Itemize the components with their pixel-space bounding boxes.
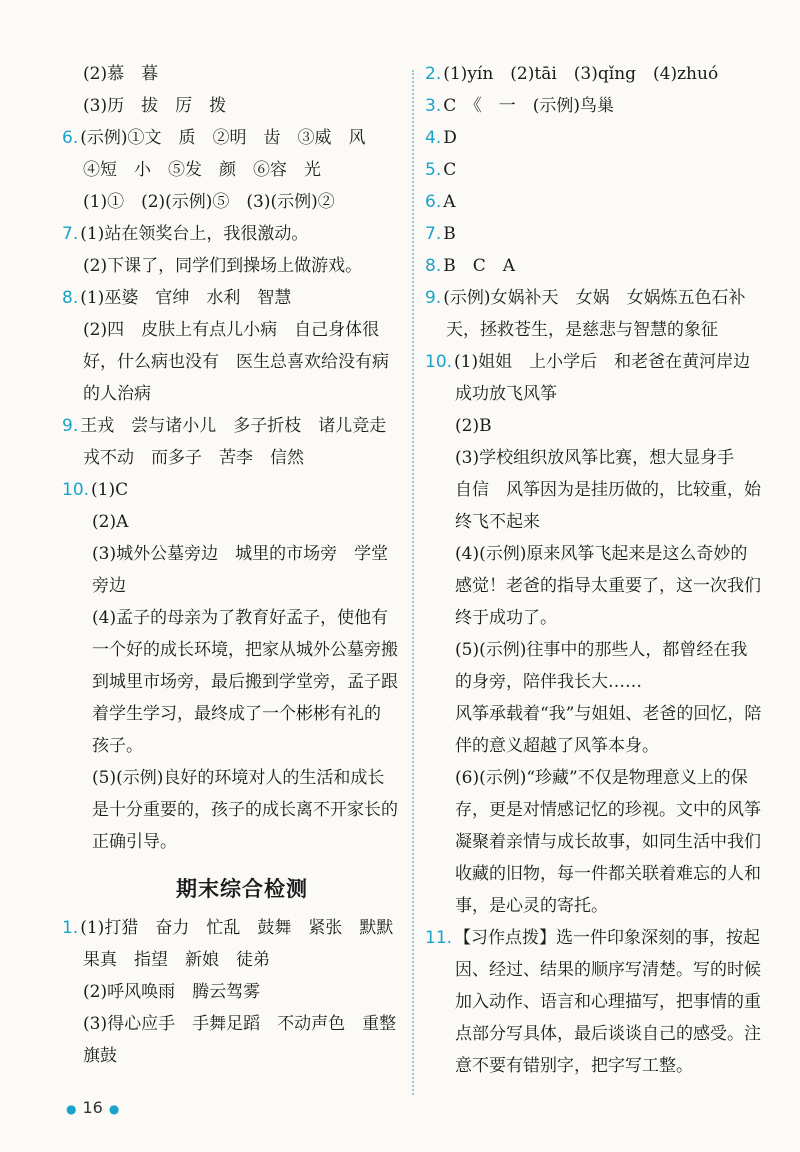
answer-line xyxy=(62,574,402,606)
section-title: 期末综合检测 xyxy=(176,877,308,901)
answer-text: (1)巫婆 官绅 水利 智慧 xyxy=(80,288,292,308)
question-number: 8. xyxy=(425,256,442,276)
answer-text: 好，什么病也没有 医生总喜欢给没有病 xyxy=(83,352,389,372)
answer-text: (1)打猎 奋力 忙乱 鼓舞 紧张 默默 xyxy=(80,918,394,938)
answer-line xyxy=(425,958,770,990)
answer-line xyxy=(62,158,402,190)
answer-line xyxy=(62,980,402,1012)
question-number: 2. xyxy=(425,64,442,84)
answer-item xyxy=(425,222,770,254)
answer-text: 收藏的旧物，每一件都关联着难忘的人和 xyxy=(455,864,761,884)
answer-text: 因、经过、结果的顺序写清楚。写的时候 xyxy=(455,960,761,980)
answer-text: 存，更是对情感记忆的珍视。文中的风筝 xyxy=(455,800,761,820)
question-number: 6. xyxy=(62,128,79,148)
answer-line xyxy=(62,382,402,414)
answer-text: 正确引导。 xyxy=(92,832,177,852)
answer-text: 【习作点拨】选一件印象深刻的事，按起 xyxy=(454,928,761,948)
footer-dot-icon: ● xyxy=(108,1102,120,1116)
question-number: 10. xyxy=(425,352,453,372)
answer-line xyxy=(62,734,402,766)
answer-text: 加入动作、语言和心理描写，把事情的重 xyxy=(455,992,761,1012)
answer-text: (示例)①文 质 ②明 齿 ③威 风 xyxy=(80,128,366,148)
answer-text: 的身旁，陪伴我长大…… xyxy=(455,672,642,692)
answer-line xyxy=(62,1012,402,1044)
answer-line xyxy=(62,318,402,350)
answer-text: 天，拯救苍生，是慈悲与智慧的象征 xyxy=(446,320,718,340)
answer-line xyxy=(425,862,770,894)
answer-text: (示例)女娲补天 女娲 女娲炼五色石补 xyxy=(443,288,746,308)
answer-item xyxy=(62,286,402,318)
answer-line xyxy=(62,638,402,670)
answer-text: (1)C xyxy=(91,480,129,500)
answer-text: (2)B xyxy=(455,416,492,436)
answer-text: C 《 一 (示例)鸟巢 xyxy=(443,96,615,116)
answer-text: (6)(示例)“珍藏”不仅是物理意义上的保 xyxy=(455,768,748,788)
answer-line xyxy=(62,606,402,638)
answer-text: 旗鼓 xyxy=(83,1046,117,1066)
answer-line xyxy=(425,894,770,926)
answer-text: (3)城外公墓旁边 城里的市场旁 学堂 xyxy=(92,544,389,564)
page-footer xyxy=(60,1098,125,1117)
answer-item xyxy=(62,414,402,446)
question-number: 7. xyxy=(62,224,79,244)
page-number: 16 xyxy=(82,1098,103,1117)
answer-line xyxy=(62,830,402,862)
answer-line xyxy=(425,574,770,606)
right-column xyxy=(425,62,770,1086)
question-number: 8. xyxy=(62,288,79,308)
answer-line xyxy=(425,766,770,798)
answer-text: B C A xyxy=(443,256,516,276)
answer-line xyxy=(425,606,770,638)
answer-item xyxy=(425,254,770,286)
answer-line xyxy=(425,638,770,670)
answer-text: (3)学校组织放风筝比赛，想大显身手 xyxy=(455,448,735,468)
question-number: 4. xyxy=(425,128,442,148)
answer-line xyxy=(425,542,770,574)
answer-text: (2)四 皮肤上有点儿小病 自己身体很 xyxy=(83,320,380,340)
answer-line xyxy=(425,734,770,766)
question-number: 6. xyxy=(425,192,442,212)
question-number: 7. xyxy=(425,224,442,244)
answer-item xyxy=(425,62,770,94)
answer-item xyxy=(62,478,402,510)
answer-line xyxy=(425,830,770,862)
answer-line xyxy=(425,382,770,414)
answer-text: 到城里市场旁，最后搬到学堂旁，孟子跟 xyxy=(92,672,398,692)
question-number: 1. xyxy=(62,918,79,938)
answer-line xyxy=(62,670,402,702)
answer-text: 自信 风筝因为是挂历做的，比较重，始 xyxy=(455,480,761,500)
answer-text: 王戎 尝与诸小儿 多子折枝 诸儿竞走 xyxy=(80,416,387,436)
answer-text: (5)(示例)往事中的那些人，都曾经在我 xyxy=(455,640,748,660)
answer-text: 孩子。 xyxy=(92,736,143,756)
answer-line xyxy=(425,1054,770,1086)
answer-text: (4)(示例)原来风筝飞起来是这么奇妙的 xyxy=(455,544,748,564)
question-number: 5. xyxy=(425,160,442,180)
answer-line xyxy=(62,948,402,980)
column-divider xyxy=(412,70,414,1095)
footer-dot-icon: ● xyxy=(66,1102,77,1116)
question-number: 10. xyxy=(62,480,90,500)
answer-text: (1)姐姐 上小学后 和老爸在黄河岸边 xyxy=(454,352,751,372)
answer-text: 凝聚着亲情与成长故事，如同生活中我们 xyxy=(455,832,761,852)
answer-text: (5)(示例)良好的环境对人的生活和成长 xyxy=(92,768,385,788)
question-number: 9. xyxy=(62,416,79,436)
answer-line xyxy=(425,702,770,734)
answer-text: 一个好的成长环境，把家从城外公墓旁搬 xyxy=(92,640,398,660)
answer-line xyxy=(62,446,402,478)
answer-item xyxy=(425,926,770,958)
answer-text: 着学生学习，最终成了一个彬彬有礼的 xyxy=(92,704,381,724)
answer-text: (3)历 拔 厉 拨 xyxy=(83,96,227,116)
answer-text: 意不要有错别字，把字写工整。 xyxy=(455,1056,693,1076)
answer-text: 风筝承载着“我”与姐姐、老爸的回忆，陪 xyxy=(455,704,762,724)
answer-line xyxy=(425,318,770,350)
answer-item xyxy=(425,158,770,190)
answer-text: (2)A xyxy=(92,512,129,532)
answer-text: 成功放飞风筝 xyxy=(455,384,557,404)
answer-line xyxy=(62,190,402,222)
answer-text: 的人治病 xyxy=(83,384,151,404)
question-number: 3. xyxy=(425,96,442,116)
answer-text: (4)孟子的母亲为了教育好孟子，使他有 xyxy=(92,608,389,628)
answer-text: A xyxy=(443,192,456,212)
answer-text: C xyxy=(443,160,457,180)
answer-line xyxy=(62,766,402,798)
answer-item xyxy=(425,286,770,318)
answer-text: (1)yín (2)tāi (3)qǐng (4)zhuó xyxy=(443,64,719,84)
answer-text: 是十分重要的，孩子的成长离不开家长的 xyxy=(92,800,398,820)
answer-text: (2)呼风唤雨 腾云驾雾 xyxy=(83,982,261,1002)
answer-text: (2)慕 暮 xyxy=(83,64,159,84)
answer-line xyxy=(62,350,402,382)
answer-text: 旁边 xyxy=(92,576,126,596)
answer-text: D xyxy=(443,128,457,148)
answer-line xyxy=(425,670,770,702)
answer-text: (3)得心应手 手舞足蹈 不动声色 重整 xyxy=(83,1014,397,1034)
answer-item xyxy=(62,916,402,948)
answer-line xyxy=(425,510,770,542)
answer-line xyxy=(425,1022,770,1054)
answer-line xyxy=(62,542,402,574)
answer-item xyxy=(62,222,402,254)
answer-item xyxy=(425,190,770,222)
answer-line xyxy=(62,62,402,94)
answer-item xyxy=(425,126,770,158)
answer-line xyxy=(62,254,402,286)
answer-text: 点部分写具体，最后谈谈自己的感受。注 xyxy=(455,1024,761,1044)
answer-text: (1)站在领奖台上，我很激动。 xyxy=(80,224,309,244)
answer-text: 戎不动 而多子 苦李 信然 xyxy=(83,448,304,468)
answer-item xyxy=(425,350,770,382)
left-column xyxy=(62,62,402,1076)
answer-line xyxy=(62,798,402,830)
answer-line xyxy=(425,446,770,478)
answer-item xyxy=(62,126,402,158)
answer-text: 事，是心灵的寄托。 xyxy=(455,896,608,916)
answer-line xyxy=(62,1044,402,1076)
answer-line xyxy=(425,414,770,446)
answer-line xyxy=(62,702,402,734)
answer-text: B xyxy=(443,224,456,244)
answer-line xyxy=(425,478,770,510)
answer-text: (1)① (2)(示例)⑤ (3)(示例)② xyxy=(83,192,335,212)
answer-line xyxy=(62,94,402,126)
answer-text: 终于成功了。 xyxy=(455,608,557,628)
answer-text: 伴的意义超越了风筝本身。 xyxy=(455,736,659,756)
answer-text: 终飞不起来 xyxy=(455,512,540,532)
answer-text: 感觉！老爸的指导太重要了，这一次我们 xyxy=(455,576,761,596)
answer-text: ④短 小 ⑤发 颜 ⑥容 光 xyxy=(83,160,321,180)
answer-text: (2)下课了，同学们到操场上做游戏。 xyxy=(83,256,363,276)
answer-line xyxy=(425,798,770,830)
answer-item xyxy=(425,94,770,126)
answer-text: 果真 指望 新娘 徒弟 xyxy=(83,950,270,970)
question-number: 11. xyxy=(425,928,453,948)
answer-line xyxy=(425,990,770,1022)
question-number: 9. xyxy=(425,288,442,308)
answer-line xyxy=(62,510,402,542)
